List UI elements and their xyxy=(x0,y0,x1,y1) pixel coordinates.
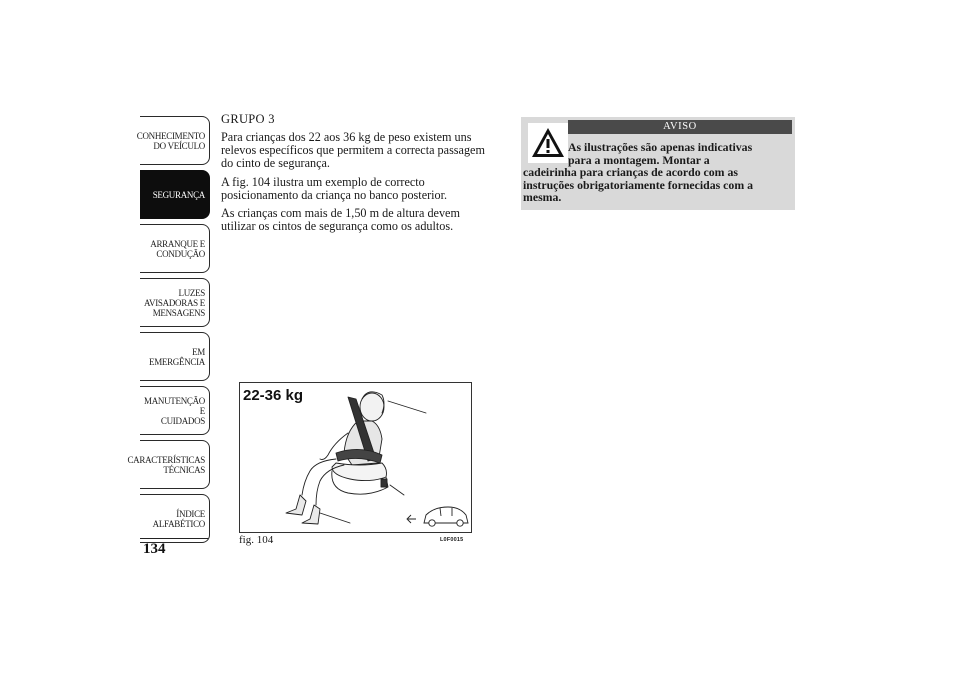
warning-line-1: As ilustrações são apenas indicativas xyxy=(568,140,753,154)
paragraph-3: As crianças com mais de 1,50 m de altura devem utilizar os cintos de segurança como os adultos. xyxy=(221,206,460,234)
paragraph-1: Para crianças dos 22 aos 36 kg de peso existem uns relevos específicos que permitem a correcta passagem do cinto de segurança. xyxy=(221,130,485,171)
tab-em-emergencia[interactable]: EM EMERGÊNCIA xyxy=(140,332,210,381)
warning-box xyxy=(521,117,795,210)
figure-code: L0F0015 xyxy=(440,537,464,543)
tab-luzes-avisadoras[interactable]: LUZES AVISADORAS E MENSAGENS xyxy=(140,278,210,327)
warning-title: AVISO xyxy=(568,120,792,134)
warning-rest: cadeirinha para crianças de acordo com as instruções obrigatoriamente fornecidas com a mesma. xyxy=(523,165,753,204)
paragraph-2: A fig. 104 ilustra um exemplo de correcto posicionamento da criança no banco posterior. xyxy=(221,174,448,202)
warning-text xyxy=(523,141,791,204)
tab-arranque-e-conducao[interactable]: ARRANQUE E CONDUÇÃO xyxy=(140,224,210,273)
tab-seguranca[interactable]: SEGURANÇA xyxy=(140,170,210,219)
page-number-rule xyxy=(140,538,208,539)
child-seat-illustration xyxy=(240,383,471,532)
figure-104 xyxy=(239,382,472,533)
tab-manutencao-e-cuidados[interactable]: MANUTENÇÃO E CUIDADOS xyxy=(140,386,210,435)
tab-caracteristicas-tecnicas[interactable]: CARACTERÍSTICAS TÉCNICAS xyxy=(140,440,210,489)
main-text xyxy=(221,112,491,238)
warning-line-2: para a montagem. Montar a xyxy=(568,152,710,167)
tab-conhecimento-do-veiculo[interactable]: CONHECIMENTO DO VEÍCULO xyxy=(140,116,210,165)
tab-indice-alfabetico[interactable]: ÍNDICE ALFABÉTICO xyxy=(140,494,210,543)
section-heading: GRUPO 3 xyxy=(221,112,275,126)
figure-weight-label: 22-36 kg xyxy=(243,387,304,404)
page-number: 134 xyxy=(143,541,166,557)
figure-caption: fig. 104 xyxy=(239,534,274,546)
